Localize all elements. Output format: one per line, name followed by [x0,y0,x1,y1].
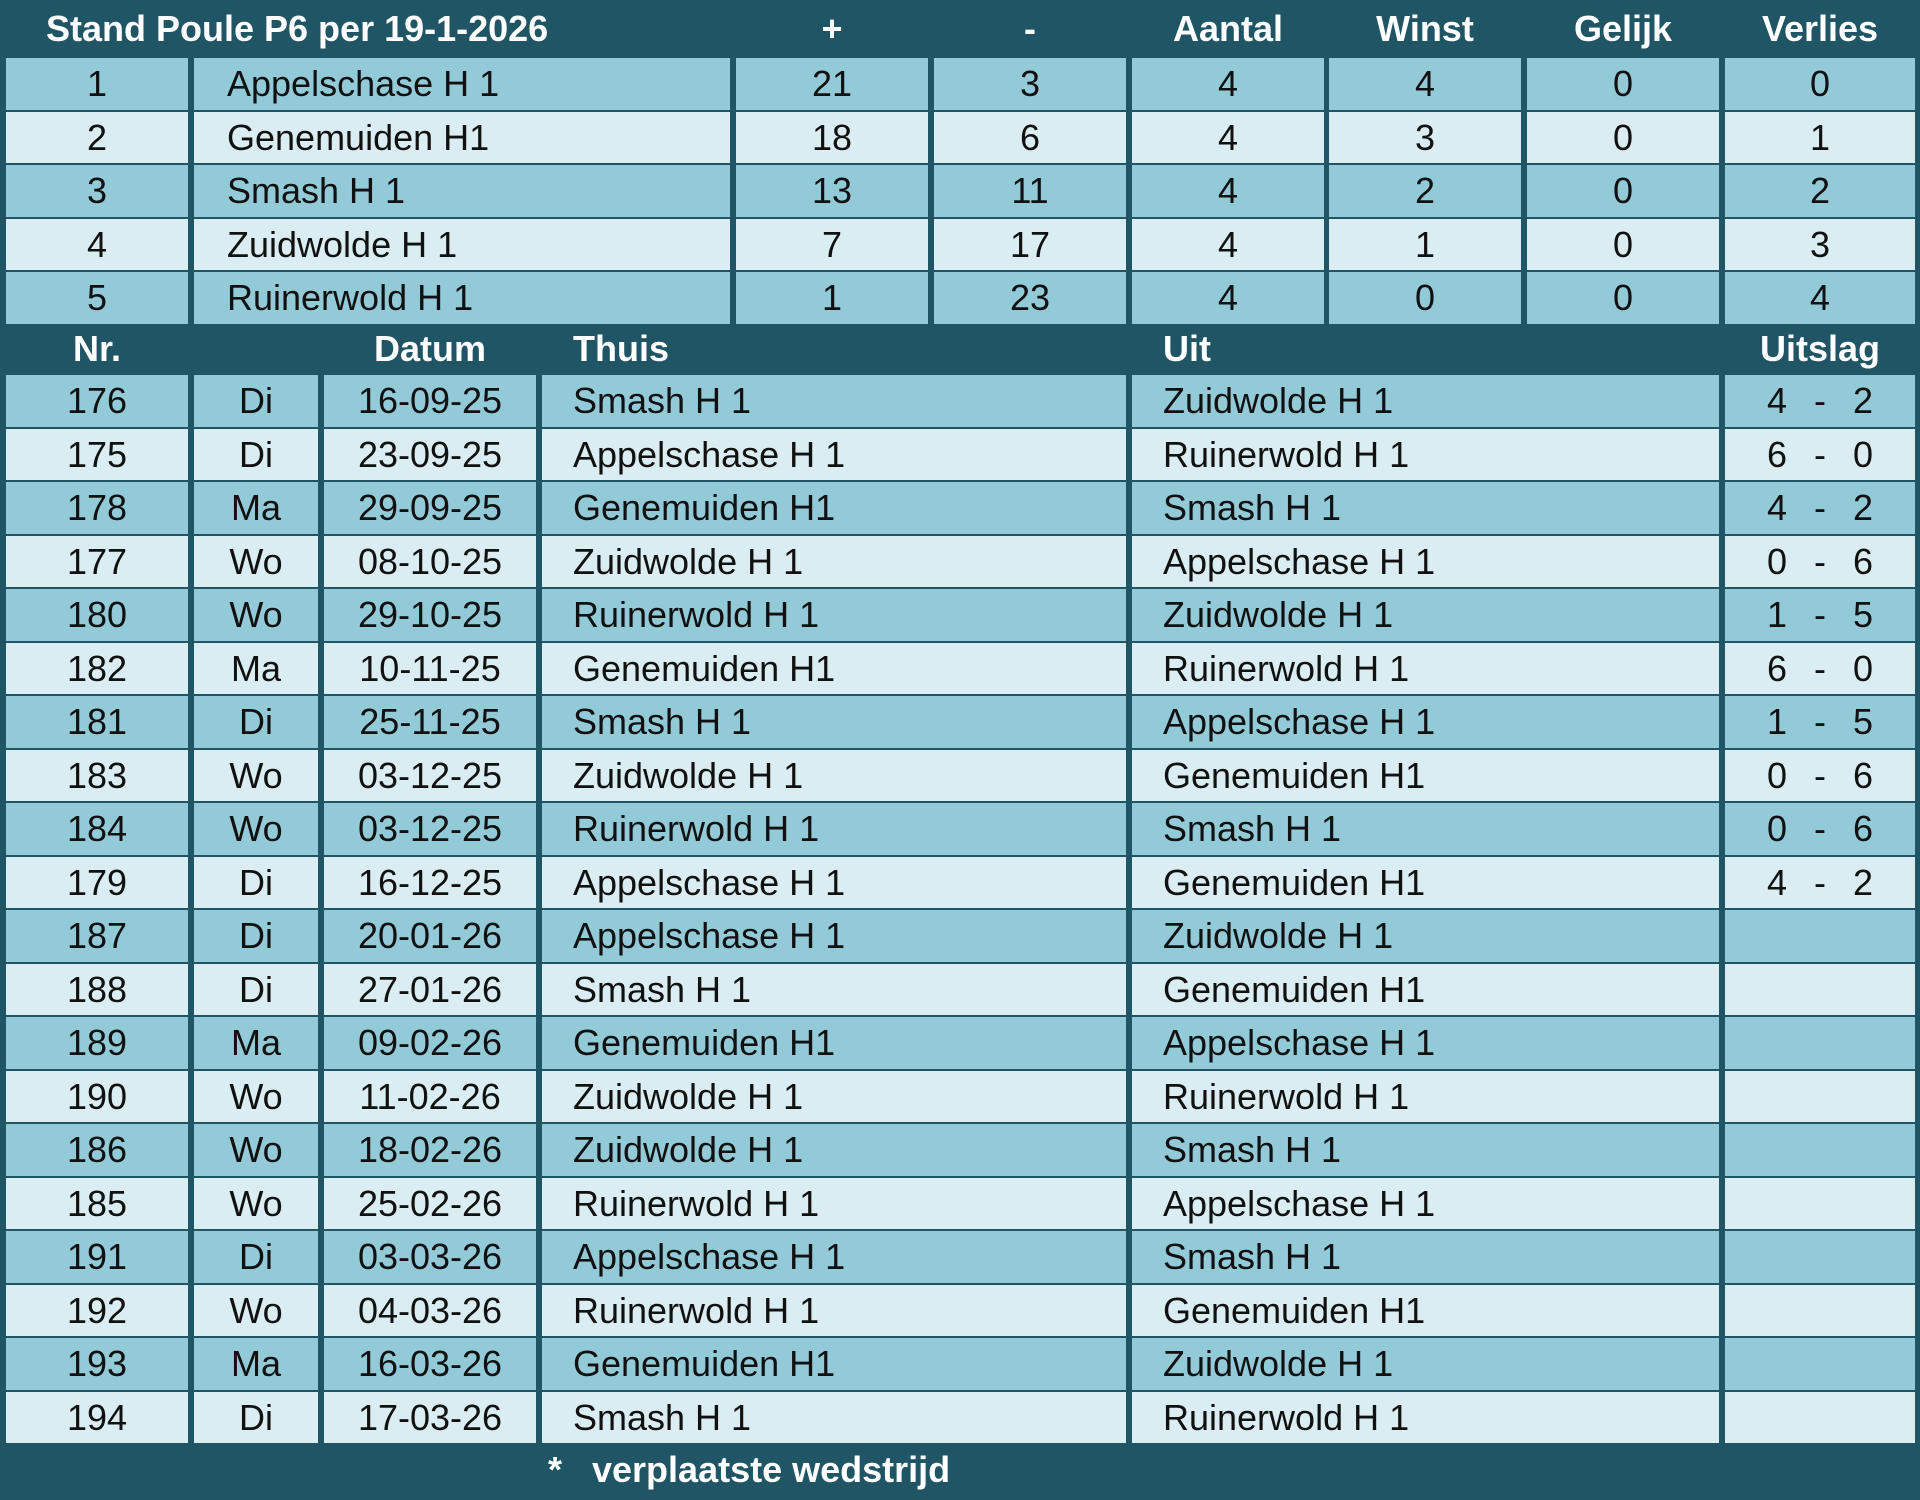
match-away: Zuidwolde H 1 [1132,1338,1719,1390]
standing-aantal: 4 [1132,58,1324,110]
match-result-cell [1725,803,1915,855]
match-result [1725,750,1915,801]
match-nr: 184 [6,803,188,855]
match-home: Ruinerwold H 1 [542,803,1126,855]
match-away: Genemuiden H1 [1132,964,1719,1015]
match-home: Smash H 1 [542,696,1126,748]
match-nr: 175 [6,429,188,480]
match-result [1725,696,1915,748]
standing-verlies: 3 [1725,219,1915,270]
standing-winst: 0 [1329,272,1521,324]
match-day: Wo [194,750,318,801]
score-separator: - [1814,861,1826,903]
match-date: 29-09-25 [324,482,536,534]
standing-minus: 23 [934,272,1126,324]
match-day: Wo [194,536,318,587]
standing-gelijk: 0 [1527,58,1719,110]
match-date: 25-11-25 [324,696,536,748]
standing-team: Appelschase H 1 [194,58,730,110]
match-date: 03-12-25 [324,803,536,855]
footer-note: verplaatste wedstrijd [592,1449,951,1490]
match-date: 04-03-26 [324,1285,536,1336]
standing-plus: 13 [736,165,928,217]
standing-pos: 5 [6,272,188,324]
match-day: Di [194,964,318,1015]
standing-verlies: 4 [1725,272,1915,324]
standing-winst: 1 [1329,219,1521,270]
score-separator: - [1814,433,1826,475]
match-home: Zuidwolde H 1 [542,750,1126,801]
match-result-cell [1725,375,1915,427]
match-date: 16-12-25 [324,857,536,908]
match-result [1725,1338,1915,1390]
match-date: 29-10-25 [324,589,536,641]
standing-gelijk: 0 [1527,112,1719,163]
score-separator: - [1814,594,1826,635]
match-home: Appelschase H 1 [542,910,1126,962]
match-away: Smash H 1 [1132,1231,1719,1283]
standing-pos: 2 [6,112,188,163]
footer-star: * [547,1449,562,1490]
score-separator: - [1814,540,1826,582]
match-nr: 183 [6,750,188,801]
match-day: Wo [194,1071,318,1122]
match-away: Appelschase H 1 [1132,696,1719,748]
match-date: 08-10-25 [324,536,536,587]
match-home: Smash H 1 [542,375,1126,427]
header-datum: Datum [373,328,486,369]
match-away: Genemuiden H1 [1132,857,1719,908]
standing-pos: 3 [6,165,188,217]
match-nr: 179 [6,857,188,908]
match-away: Appelschase H 1 [1132,536,1719,587]
match-result-cell [1725,1338,1915,1390]
match-home: Zuidwolde H 1 [542,1071,1126,1122]
score-home: 4 [1766,861,1788,903]
match-nr: 182 [6,643,188,694]
match-away: Zuidwolde H 1 [1132,589,1719,641]
score-away: 2 [1852,861,1874,903]
match-nr: 192 [6,1285,188,1336]
match-nr: 185 [6,1178,188,1229]
match-result [1725,1017,1915,1069]
header-gelijk: Gelijk [1573,8,1673,49]
match-result-cell [1725,750,1915,801]
match-result-cell [1725,1017,1915,1069]
match-result [1725,429,1915,480]
standing-team: Smash H 1 [194,165,730,217]
score-home: 1 [1766,594,1788,635]
standing-gelijk: 0 [1527,272,1719,324]
match-nr: 186 [6,1124,188,1176]
match-home: Zuidwolde H 1 [542,536,1126,587]
match-home: Ruinerwold H 1 [542,589,1126,641]
score-separator: - [1814,380,1826,421]
score-home: 1 [1766,701,1788,742]
match-result-cell [1725,910,1915,962]
match-day: Wo [194,1285,318,1336]
match-result [1725,1178,1915,1229]
match-away: Ruinerwold H 1 [1132,643,1719,694]
standing-aantal: 4 [1132,112,1324,163]
match-day: Di [194,429,318,480]
match-date: 27-01-26 [324,964,536,1015]
match-nr: 189 [6,1017,188,1069]
standing-verlies: 2 [1725,165,1915,217]
standing-plus: 18 [736,112,928,163]
match-result-cell [1725,589,1915,641]
match-home: Smash H 1 [542,964,1126,1015]
standing-plus: 21 [736,58,928,110]
score-home: 0 [1766,754,1788,796]
score-away: 2 [1852,487,1874,528]
match-result [1725,643,1915,694]
match-home: Zuidwolde H 1 [542,1124,1126,1176]
match-result-cell [1725,1285,1915,1336]
match-date: 17-03-26 [324,1392,536,1443]
match-home: Genemuiden H1 [542,643,1126,694]
match-result-cell [1725,1231,1915,1283]
match-nr: 187 [6,910,188,962]
match-result-cell [1725,964,1915,1015]
match-result [1725,589,1915,641]
match-result [1725,482,1915,534]
header-thuis: Thuis [573,328,669,369]
match-result-cell [1725,1178,1915,1229]
match-day: Wo [194,803,318,855]
match-result-cell [1725,857,1915,908]
header-minus: - [1024,8,1036,49]
match-day: Wo [194,1124,318,1176]
match-away: Zuidwolde H 1 [1132,910,1719,962]
header-winst: Winst [1376,8,1474,49]
score-separator: - [1814,487,1826,528]
score-home: 4 [1766,380,1788,421]
score-away: 0 [1852,647,1874,689]
standing-winst: 2 [1329,165,1521,217]
score-away: 2 [1852,380,1874,421]
match-home: Appelschase H 1 [542,429,1126,480]
match-result [1725,1071,1915,1122]
match-date: 03-03-26 [324,1231,536,1283]
match-result-cell [1725,536,1915,587]
standing-winst: 3 [1329,112,1521,163]
match-nr: 188 [6,964,188,1015]
match-date: 18-02-26 [324,1124,536,1176]
score-home: 6 [1766,433,1788,475]
match-result [1725,536,1915,587]
match-nr: 191 [6,1231,188,1283]
standing-minus: 6 [934,112,1126,163]
score-home: 0 [1766,808,1788,849]
standing-plus: 1 [736,272,928,324]
match-result-cell [1725,1392,1915,1443]
score-home: 4 [1766,487,1788,528]
standing-plus: 7 [736,219,928,270]
match-date: 09-02-26 [324,1017,536,1069]
match-away: Smash H 1 [1132,1124,1719,1176]
standing-aantal: 4 [1132,219,1324,270]
score-separator: - [1814,647,1826,689]
header-uitslag: Uitslag [1759,328,1881,369]
match-date: 03-12-25 [324,750,536,801]
score-separator: - [1814,754,1826,796]
score-away: 6 [1852,808,1874,849]
score-separator: - [1814,701,1826,742]
standing-team: Genemuiden H1 [194,112,730,163]
match-day: Ma [194,643,318,694]
score-home: 6 [1766,647,1788,689]
match-away: Genemuiden H1 [1132,1285,1719,1336]
match-day: Di [194,696,318,748]
match-nr: 194 [6,1392,188,1443]
match-result-cell [1725,482,1915,534]
match-day: Di [194,375,318,427]
match-away: Zuidwolde H 1 [1132,375,1719,427]
match-nr: 193 [6,1338,188,1390]
standing-aantal: 4 [1132,165,1324,217]
match-day: Di [194,1392,318,1443]
match-result [1725,1124,1915,1176]
match-home: Genemuiden H1 [542,1017,1126,1069]
match-result [1725,857,1915,908]
match-home: Ruinerwold H 1 [542,1285,1126,1336]
match-result-cell [1725,643,1915,694]
score-home: 0 [1766,540,1788,582]
standing-verlies: 1 [1725,112,1915,163]
match-day: Di [194,857,318,908]
match-day: Di [194,910,318,962]
match-home: Ruinerwold H 1 [542,1178,1126,1229]
match-away: Appelschase H 1 [1132,1017,1719,1069]
header-aantal: Aantal [1172,8,1284,49]
match-result-cell [1725,429,1915,480]
match-home: Genemuiden H1 [542,482,1126,534]
header-uit: Uit [1163,328,1211,369]
score-separator: - [1814,808,1826,849]
standing-verlies: 0 [1725,58,1915,110]
match-date: 20-01-26 [324,910,536,962]
header-plus: + [821,8,843,49]
match-date: 10-11-25 [324,643,536,694]
match-result [1725,803,1915,855]
match-result-cell [1725,1071,1915,1122]
match-result-cell [1725,1124,1915,1176]
match-date: 11-02-26 [324,1071,536,1122]
standing-gelijk: 0 [1527,219,1719,270]
standing-minus: 17 [934,219,1126,270]
header-nr: Nr. [72,328,122,369]
match-result [1725,910,1915,962]
match-day: Wo [194,589,318,641]
match-result [1725,1231,1915,1283]
match-home: Genemuiden H1 [542,1338,1126,1390]
match-nr: 181 [6,696,188,748]
standing-minus: 11 [934,165,1126,217]
standing-minus: 3 [934,58,1126,110]
score-away: 5 [1852,594,1874,635]
score-away: 6 [1852,754,1874,796]
standing-gelijk: 0 [1527,165,1719,217]
match-nr: 190 [6,1071,188,1122]
match-result [1725,1285,1915,1336]
match-day: Di [194,1231,318,1283]
standing-pos: 4 [6,219,188,270]
match-away: Appelschase H 1 [1132,1178,1719,1229]
match-result [1725,964,1915,1015]
match-away: Smash H 1 [1132,482,1719,534]
standing-winst: 4 [1329,58,1521,110]
score-away: 5 [1852,701,1874,742]
standing-team: Zuidwolde H 1 [194,219,730,270]
match-result [1725,1392,1915,1443]
match-away: Ruinerwold H 1 [1132,429,1719,480]
match-home: Smash H 1 [542,1392,1126,1443]
header-verlies: Verlies [1761,8,1879,49]
match-away: Ruinerwold H 1 [1132,1071,1719,1122]
match-home: Appelschase H 1 [542,857,1126,908]
match-date: 23-09-25 [324,429,536,480]
match-away: Genemuiden H1 [1132,750,1719,801]
match-day: Wo [194,1178,318,1229]
match-nr: 180 [6,589,188,641]
match-nr: 178 [6,482,188,534]
match-result [1725,375,1915,427]
match-away: Smash H 1 [1132,803,1719,855]
match-home: Appelschase H 1 [542,1231,1126,1283]
match-away: Ruinerwold H 1 [1132,1392,1719,1443]
standings-title: Stand Poule P6 per 19-1-2026 [46,8,549,49]
match-result-cell [1725,696,1915,748]
standing-team: Ruinerwold H 1 [194,272,730,324]
match-date: 25-02-26 [324,1178,536,1229]
standing-aantal: 4 [1132,272,1324,324]
match-day: Ma [194,1017,318,1069]
match-date: 16-09-25 [324,375,536,427]
match-nr: 176 [6,375,188,427]
score-away: 6 [1852,540,1874,582]
match-day: Ma [194,482,318,534]
standing-pos: 1 [6,58,188,110]
match-nr: 177 [6,536,188,587]
match-day: Ma [194,1338,318,1390]
match-date: 16-03-26 [324,1338,536,1390]
score-away: 0 [1852,433,1874,475]
